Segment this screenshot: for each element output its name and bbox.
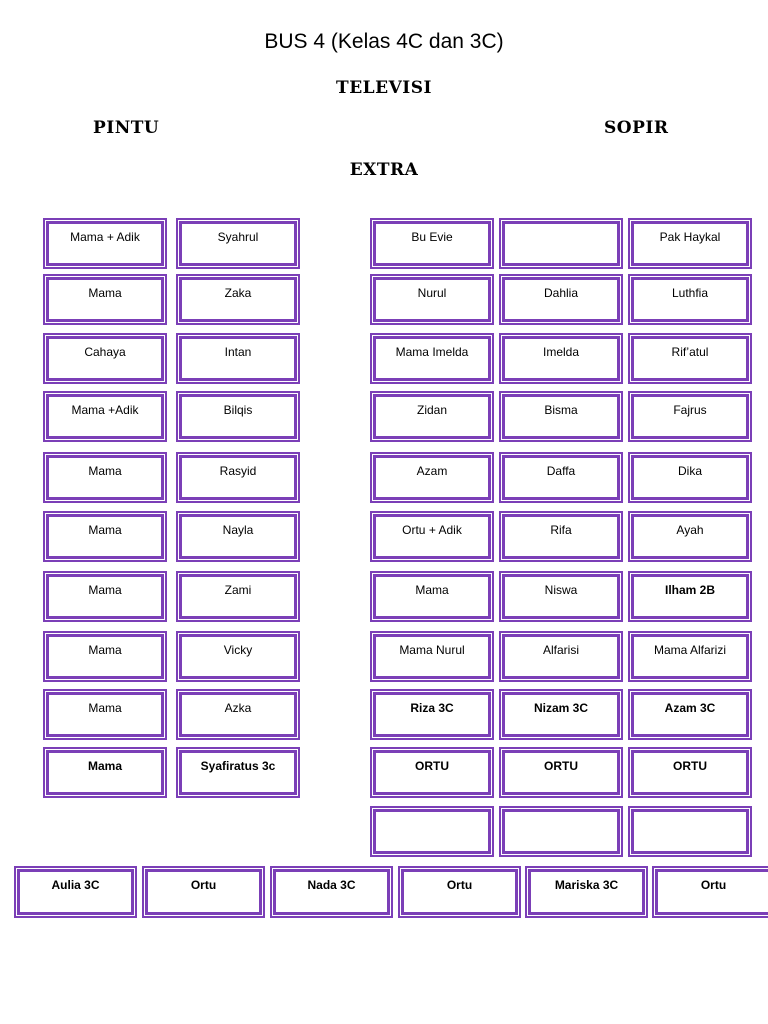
seat-right (370, 218, 494, 269)
seat-right (370, 689, 494, 740)
seat-label: Ortu (401, 869, 518, 915)
seat-right (370, 274, 494, 325)
seat-right (370, 391, 494, 442)
seat-label: Azam (373, 455, 491, 500)
seat-right (628, 452, 752, 503)
seat-label: Mama Imelda (373, 336, 491, 381)
seat-label: Bilqis (179, 394, 297, 439)
seat-left (43, 747, 167, 798)
seat-right (499, 391, 623, 442)
seat-left (176, 274, 300, 325)
seat-right (499, 511, 623, 562)
seat-label: Bu Evie (373, 221, 491, 266)
seat-label: Nizam 3C (502, 692, 620, 737)
seat-left (43, 689, 167, 740)
seat-label: Syafiratus 3c (179, 750, 297, 795)
seat-right (628, 747, 752, 798)
seat-right (370, 511, 494, 562)
seat-back (270, 866, 393, 918)
seat-label: Aulia 3C (17, 869, 134, 915)
seat-label: Mama (46, 574, 164, 619)
seat-right (370, 747, 494, 798)
seat-right (628, 631, 752, 682)
seat-label: Mama Nurul (373, 634, 491, 679)
seat-label: Mama (46, 692, 164, 737)
seat-left (43, 218, 167, 269)
seat-label: Mariska 3C (528, 869, 645, 915)
seat-label: Ortu + Adik (373, 514, 491, 559)
seat-left (176, 511, 300, 562)
seat-label: Ortu (145, 869, 262, 915)
seat-right (370, 452, 494, 503)
seat-label: Luthfia (631, 277, 749, 322)
television-label: TELEVISI (336, 78, 432, 98)
seat-label: Rasyid (179, 455, 297, 500)
seat-label: Intan (179, 336, 297, 381)
seat-label: Fajrus (631, 394, 749, 439)
seat-label: Mama Alfarizi (631, 634, 749, 679)
seat-left (176, 571, 300, 622)
seat-left (43, 511, 167, 562)
seat-label: Daffa (502, 455, 620, 500)
seat-label: Ayah (631, 514, 749, 559)
seat-right (499, 747, 623, 798)
seat-left (43, 452, 167, 503)
seat-right (499, 218, 623, 269)
seat-left (176, 631, 300, 682)
seat-label: Dahlia (502, 277, 620, 322)
seat-label: Zami (179, 574, 297, 619)
door-label: PINTU (93, 118, 160, 138)
seat-back (398, 866, 521, 918)
seat-label: Mama + Adik (46, 221, 164, 266)
seat-label: Azam 3C (631, 692, 749, 737)
seat-label: Mama (46, 277, 164, 322)
seat-label: Mama (46, 455, 164, 500)
seat-right (370, 571, 494, 622)
seat-right (370, 631, 494, 682)
seat-label: Mama (46, 750, 164, 795)
seat-back (525, 866, 648, 918)
seat-label: Ortu (655, 869, 768, 915)
seat-right (628, 511, 752, 562)
seat-label (631, 809, 749, 854)
seat-right (628, 806, 752, 857)
seat-label: Rifa (502, 514, 620, 559)
seat-label: Pak Haykal (631, 221, 749, 266)
seat-right (628, 571, 752, 622)
seat-left (43, 274, 167, 325)
seat-left (176, 452, 300, 503)
seat-left (43, 391, 167, 442)
seat-left (43, 631, 167, 682)
page-title: BUS 4 (Kelas 4C dan 3C) (264, 30, 504, 53)
seat-right (370, 806, 494, 857)
seat-left (176, 218, 300, 269)
seat-left (176, 333, 300, 384)
seat-label: Cahaya (46, 336, 164, 381)
seat-right (499, 689, 623, 740)
seat-label: Alfarisi (502, 634, 620, 679)
seat-left (176, 391, 300, 442)
seat-label: Mama (46, 514, 164, 559)
seat-right (628, 274, 752, 325)
seat-label: ORTU (373, 750, 491, 795)
seat-right (628, 218, 752, 269)
seat-label: Mama (46, 634, 164, 679)
seat-label: Rif’atul (631, 336, 749, 381)
seat-label: Vicky (179, 634, 297, 679)
seat-right (499, 333, 623, 384)
seat-label: Zaka (179, 277, 297, 322)
seat-right (628, 333, 752, 384)
seat-right (499, 274, 623, 325)
seat-back (142, 866, 265, 918)
seat-right (628, 689, 752, 740)
seat-right (499, 631, 623, 682)
seat-right (370, 333, 494, 384)
seat-label: Riza 3C (373, 692, 491, 737)
seat-left (43, 571, 167, 622)
seat-label: Niswa (502, 574, 620, 619)
seat-label: Nayla (179, 514, 297, 559)
extra-label: EXTRA (349, 160, 419, 180)
seat-right (628, 391, 752, 442)
seat-label: Nurul (373, 277, 491, 322)
seat-right (499, 452, 623, 503)
seat-label: Azka (179, 692, 297, 737)
seat-label: Nada 3C (273, 869, 390, 915)
seat-label: ORTU (631, 750, 749, 795)
seat-back (652, 866, 768, 918)
seat-label (373, 809, 491, 854)
seat-back (14, 866, 137, 918)
seat-right (499, 806, 623, 857)
seat-label: Bisma (502, 394, 620, 439)
seat-label: Ilham 2B (631, 574, 749, 619)
seat-label (502, 809, 620, 854)
driver-label: SOPIR (604, 118, 669, 138)
seat-label: Syahrul (179, 221, 297, 266)
seat-right (499, 571, 623, 622)
seat-label (502, 221, 620, 266)
seat-left (176, 689, 300, 740)
seat-label: Zidan (373, 394, 491, 439)
seat-left (43, 333, 167, 384)
seat-label: Mama (373, 574, 491, 619)
seat-label: Imelda (502, 336, 620, 381)
seat-label: Mama +Adik (46, 394, 164, 439)
seat-left (176, 747, 300, 798)
seat-label: Dika (631, 455, 749, 500)
seat-label: ORTU (502, 750, 620, 795)
